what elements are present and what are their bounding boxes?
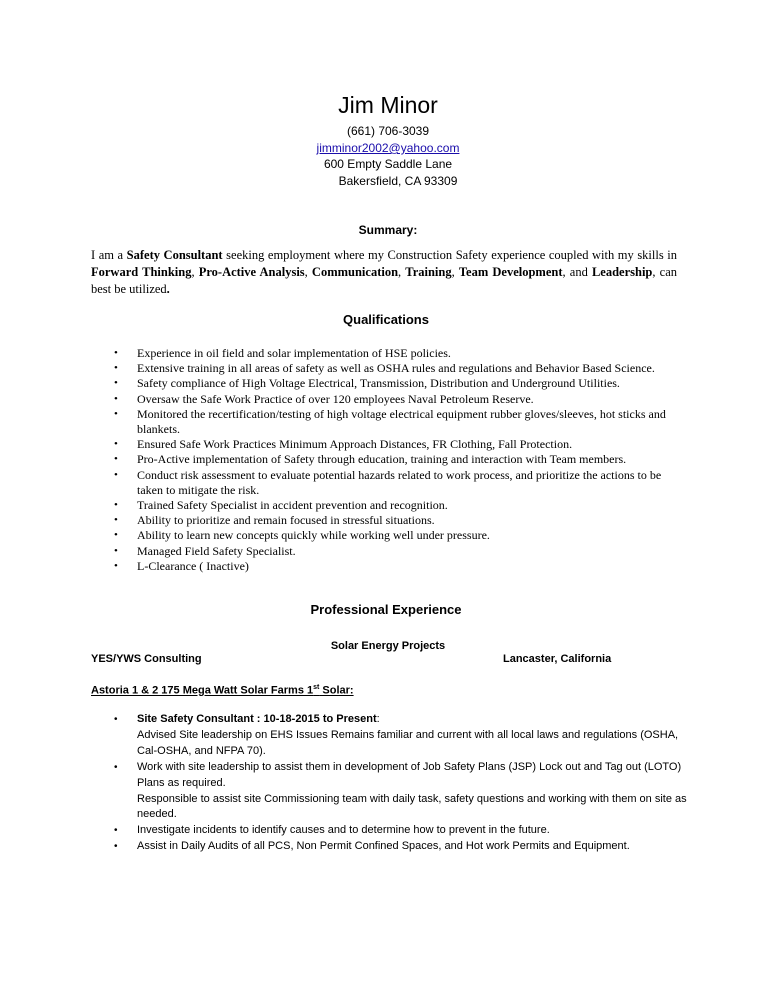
duty-text: Assist in Daily Audits of all PCS, Non Permit Confined Spaces, and Hot work Permits and Equipment. bbox=[137, 840, 630, 853]
summary-keyword: Communication bbox=[311, 265, 399, 279]
list-item bbox=[91, 839, 691, 855]
qualification-text: Experience in oil field and solar implementation of HSE policies. bbox=[137, 346, 451, 360]
qualifications-heading: Qualifications bbox=[343, 312, 429, 327]
candidate-name: Jim Minor bbox=[338, 92, 438, 118]
qualification-text: Managed Field Safety Specialist. bbox=[137, 543, 296, 558]
summary-text: , and bbox=[562, 265, 592, 279]
list-item bbox=[91, 544, 687, 559]
summary-text: , bbox=[451, 265, 459, 279]
qualification-text: Oversaw the Safe Work Practice of over 120 employees Naval Petroleum Reserve. bbox=[137, 391, 534, 406]
summary-keyword: Team Development bbox=[458, 265, 563, 279]
bullet-icon: • bbox=[114, 392, 118, 405]
bullet-icon: • bbox=[114, 761, 118, 773]
bullet-icon: • bbox=[114, 499, 118, 512]
company-name: YES/YWS Consulting bbox=[91, 653, 202, 665]
bullet-icon: • bbox=[114, 514, 118, 527]
list-item bbox=[91, 452, 687, 467]
summary-keyword: . bbox=[166, 282, 170, 296]
list-item bbox=[91, 468, 687, 498]
summary-text: seeking employment where my Construction Safety experience coupled with my skills in bbox=[222, 248, 677, 262]
bullet-icon: • bbox=[114, 714, 118, 725]
summary-text: I am a bbox=[91, 248, 127, 262]
duty-text: Work with site leadership to assist them in development of Job Safety Plans (JSP) Lock out and Tag out (LOTO) Plans as required. bbox=[137, 760, 682, 789]
summary-text: , bbox=[398, 265, 406, 279]
qualification-text: Trained Safety Specialist in accident prevention and recognition. bbox=[137, 498, 448, 513]
company-location: Lancaster, California bbox=[503, 653, 612, 665]
role-line bbox=[137, 712, 691, 728]
bullet-icon: • bbox=[114, 468, 118, 481]
bullet-icon: • bbox=[114, 544, 118, 557]
email-line bbox=[4, 141, 768, 155]
qualification-text: Conduct risk assessment to evaluate potential hazards related to work process, and prioritize the actions to be taken to mitigate the risk. bbox=[137, 467, 662, 497]
list-item bbox=[91, 346, 687, 361]
project-title-end: Solar: bbox=[319, 684, 354, 697]
qualification-text: Safety compliance of High Voltage Electrical, Transmission, Distribution and Underground Utilities. bbox=[137, 376, 620, 391]
bullet-icon: • bbox=[114, 825, 118, 837]
qualification-text: Ability to prioritize and remain focused in stressful situations. bbox=[137, 513, 435, 528]
qualification-text: Pro-Active implementation of Safety through education, training and interaction with Team members. bbox=[137, 452, 627, 467]
list-item bbox=[91, 513, 687, 528]
bullet-icon: • bbox=[114, 362, 118, 375]
experience-heading: Professional Experience bbox=[310, 602, 462, 617]
bullet-icon: • bbox=[114, 438, 118, 451]
bullet-icon: • bbox=[114, 377, 118, 390]
street-address: 600 Empty Saddle Lane bbox=[323, 157, 453, 171]
duty-text: Advised Site leadership on EHS Issues Remains familiar and current with all local laws and regulations (OSHA, Cal-OSHA, and NFPA 70). bbox=[137, 728, 679, 757]
list-item bbox=[91, 498, 687, 513]
phone-number: (661) 706-3039 bbox=[346, 124, 430, 138]
list-item bbox=[91, 437, 687, 452]
list-item bbox=[91, 376, 687, 391]
qualification-text: Ensured Safe Work Practices Minimum Approach Distances, FR Clothing, Fall Protection. bbox=[137, 437, 573, 452]
summary-keyword: Forward Thinking bbox=[91, 265, 192, 279]
qualification-text: L-Clearance ( Inactive) bbox=[137, 558, 249, 573]
duty-text: Investigate incidents to identify causes and to determine how to prevent in the future. bbox=[137, 824, 550, 837]
list-item bbox=[91, 407, 687, 437]
experience-subheading: Solar Energy Projects bbox=[330, 640, 446, 652]
summary-text: , bbox=[304, 265, 312, 279]
list-item bbox=[91, 361, 687, 376]
duty-text: Responsible to assist site Commissioning team with daily task, safety questions and working with them on site as needed. bbox=[137, 792, 687, 821]
project-title bbox=[91, 684, 354, 697]
summary-keyword: Leadership bbox=[591, 265, 653, 279]
list-item bbox=[91, 712, 691, 760]
summary-text: , bbox=[191, 265, 199, 279]
role-colon: : bbox=[376, 713, 380, 725]
summary-heading: Summary: bbox=[358, 223, 418, 237]
summary-text: , can best be utilized bbox=[91, 265, 677, 296]
bullet-icon: • bbox=[114, 559, 118, 572]
bullet-icon: • bbox=[114, 529, 118, 542]
qualification-text: Ability to learn new concepts quickly while working well under pressure. bbox=[137, 528, 490, 543]
qualifications-list bbox=[91, 346, 687, 574]
summary-keyword: Pro-Active Analysis bbox=[198, 265, 305, 279]
project-title-superscript: st bbox=[313, 684, 320, 691]
list-item bbox=[91, 823, 691, 839]
summary-keyword: Safety Consultant bbox=[126, 248, 223, 262]
summary-paragraph bbox=[91, 247, 677, 298]
duties-list bbox=[91, 712, 691, 855]
summary-keyword: Training bbox=[405, 265, 452, 279]
qualification-text: Monitored the recertification/testing of high voltage electrical equipment rubber gloves/sleeves, hot sticks and blankets. bbox=[137, 406, 666, 437]
email-link[interactable]: jimminor2002@yahoo.com bbox=[316, 141, 460, 155]
list-item bbox=[91, 392, 687, 407]
project-title-text: Astoria 1 & 2 175 Mega Watt Solar Farms 1 bbox=[91, 684, 314, 697]
role-title: Site Safety Consultant : 10-18-2015 to Present bbox=[137, 713, 377, 725]
bullet-icon: • bbox=[114, 407, 118, 420]
qualification-text: Extensive training in all areas of safety as well as OSHA rules and regulations and Behavior Based Science. bbox=[137, 361, 655, 376]
city-state-zip: Bakersfield, CA 93309 bbox=[338, 174, 458, 188]
bullet-icon: • bbox=[114, 347, 118, 359]
list-item bbox=[91, 760, 691, 824]
list-item bbox=[91, 528, 687, 543]
list-item bbox=[91, 559, 687, 574]
bullet-icon: • bbox=[114, 841, 118, 853]
bullet-icon: • bbox=[114, 453, 118, 466]
